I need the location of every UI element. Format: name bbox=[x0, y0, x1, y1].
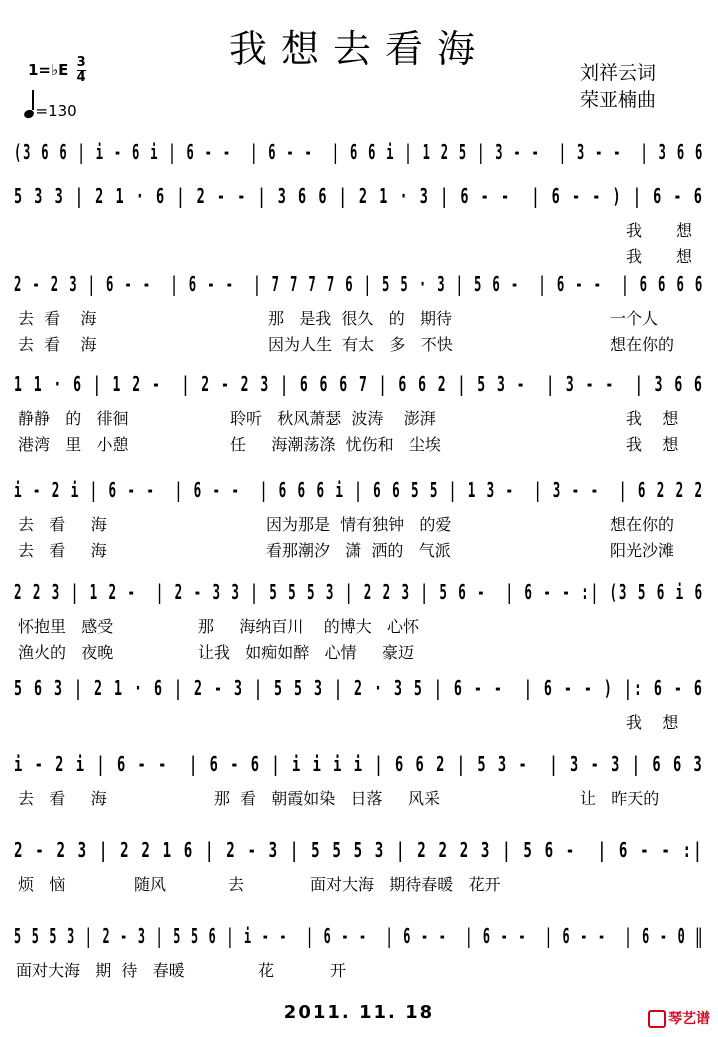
notation-line bbox=[14, 580, 704, 610]
lyricist-credit: 刘祥云词 bbox=[580, 62, 657, 84]
notation-line bbox=[14, 752, 704, 782]
lyric-text: 让 昨天的 bbox=[580, 789, 660, 808]
lyric-text: 开 bbox=[330, 961, 347, 980]
watermark-logo bbox=[648, 1008, 710, 1028]
lyric-text: 我 bbox=[626, 247, 643, 266]
lyric-text: 因为那是 情有独钟 的爱 bbox=[266, 515, 452, 534]
tempo-value: =130 bbox=[35, 102, 77, 120]
lyrics-verse-1 bbox=[14, 710, 704, 732]
lyrics-verse-2 bbox=[14, 432, 704, 454]
lyric-text: 我 bbox=[626, 221, 643, 240]
watermark-text: 琴艺谱 bbox=[668, 1011, 710, 1027]
composer-credit: 荣亚楠曲 bbox=[580, 89, 657, 111]
credits bbox=[580, 60, 656, 114]
notation-line bbox=[14, 272, 704, 302]
lyric-text: 静静 的 徘徊 bbox=[18, 409, 129, 428]
lyric-text: 阳光沙滩 bbox=[610, 541, 675, 560]
jianpu-notes: 5 5 5 3 | 2 - 3 | 5 5 6 | i - - | 6 - - | 6 - - | 6 - - | 6 - - | 6 - 0 ‖ bbox=[14, 924, 705, 948]
lyric-text: 我 想 bbox=[626, 713, 679, 732]
jianpu-notes: i - 2 i | 6 - - | 6 - - | 6 6 6 i | 6 6 5 5 | 1 3 - | 3 - - | 6 2 2 2 bbox=[14, 478, 704, 502]
lyrics-verse-2 bbox=[14, 640, 704, 662]
jianpu-notes: 5 6 3 | 2 1 · 6 | 2 - 3 | 5 5 3 | 2 · 3 5 | 6 - - | 6 - - ) |: 6 - 6 bbox=[14, 676, 704, 700]
lyric-text: 任 海潮荡涤 忧伤和 尘埃 bbox=[230, 435, 441, 454]
notation-line bbox=[14, 140, 704, 170]
lyric-text: 怀抱里 感受 bbox=[18, 617, 114, 636]
lyric-text: 我 想 bbox=[626, 409, 679, 428]
key-signature bbox=[28, 56, 86, 85]
notation-line bbox=[14, 676, 704, 706]
lyric-text: 聆听 秋风萧瑟 波涛 澎湃 bbox=[230, 409, 436, 428]
lyric-text: 去 看 海 bbox=[18, 789, 107, 808]
lyric-text: 想在你的 bbox=[610, 515, 675, 534]
lyric-text: 想 bbox=[676, 221, 693, 240]
lyrics-verse-1 bbox=[14, 512, 704, 534]
lyrics-verse-2 bbox=[14, 244, 704, 266]
lyric-text: 去 看 海 bbox=[18, 309, 97, 328]
lyric-text: 烦 恼 bbox=[18, 875, 66, 894]
lyric-text: 去 bbox=[228, 875, 245, 894]
song-title: 我想去看海 bbox=[228, 27, 489, 71]
time-numerator: 3 bbox=[76, 55, 86, 70]
lyrics-verse-1 bbox=[14, 406, 704, 428]
jianpu-notes: (3 6 6 | i - 6 i | 6 - - | 6 - - | 6 6 i | 1 2 5 | 3 - - | 3 - - | 3 6 6 bbox=[14, 140, 705, 164]
notation-line bbox=[14, 924, 704, 954]
score-date: 2011. 11. 18 bbox=[283, 1002, 435, 1023]
lyrics-verse-1 bbox=[14, 958, 704, 980]
lyric-text: 让我 如痴如醉 心情 豪迈 bbox=[198, 643, 414, 662]
lyrics-verse-1 bbox=[14, 872, 704, 894]
jianpu-notes: 2 - 2 3 | 2 2 1 6 | 2 - 3 | 5 5 5 3 | 2 2 2 3 | 5 6 - | 6 - - :| bbox=[14, 838, 704, 862]
lyric-text: 看 朝霞如染 日落 风采 bbox=[240, 789, 440, 808]
notation-line bbox=[14, 184, 704, 214]
lyrics-verse-1 bbox=[14, 306, 704, 328]
jianpu-notes: i - 2 i | 6 - - | 6 - 6 | i i i i | 6 6 2 | 5 3 - | 3 - 3 | 6 6 3 bbox=[14, 752, 704, 776]
lyric-text: 一个人 bbox=[610, 309, 659, 328]
lyrics-verse-1 bbox=[14, 218, 704, 240]
lyric-text: 面对大海 期 待 春暖 bbox=[16, 961, 185, 980]
lyric-text: 我 想 bbox=[626, 435, 679, 454]
lyrics-verse-2 bbox=[14, 332, 704, 354]
lyrics-verse-1 bbox=[14, 614, 704, 636]
lyric-text: 去 看 海 bbox=[18, 515, 107, 534]
jianpu-notes: 1 1 · 6 | 1 2 - | 2 - 2 3 | 6 6 6 7 | 6 6 2 | 5 3 - | 3 - - | 3 6 6 bbox=[14, 372, 704, 396]
lyric-text: 花 bbox=[258, 961, 275, 980]
lyrics-verse-1 bbox=[14, 786, 704, 808]
notation-line bbox=[14, 372, 704, 402]
tempo-marking bbox=[24, 96, 77, 120]
lyric-text: 渔火的 夜晚 bbox=[18, 643, 114, 662]
lyric-text: 那 海纳百川 的博大 心怀 bbox=[198, 617, 420, 636]
lyric-text: 那 bbox=[214, 789, 231, 808]
lyric-text: 港湾 里 小憩 bbox=[18, 435, 129, 454]
lyric-text: 去 看 海 bbox=[18, 335, 97, 354]
lyric-text: 想在你的 bbox=[610, 335, 675, 354]
quarter-note-icon bbox=[23, 109, 35, 120]
key-label: 1=♭E bbox=[28, 61, 69, 79]
lyric-text: 随风 bbox=[134, 875, 167, 894]
lyric-text: 面对大海 期待春暖 花开 bbox=[310, 875, 501, 894]
logo-icon bbox=[648, 1010, 666, 1028]
note-stem-icon bbox=[32, 90, 34, 110]
notation-line bbox=[14, 478, 704, 508]
lyric-text: 看那潮汐 潇 洒的 气派 bbox=[266, 541, 451, 560]
lyric-text: 去 看 海 bbox=[18, 541, 107, 560]
time-denominator: 4 bbox=[76, 70, 86, 85]
lyric-text: 因为人生 有太 多 不快 bbox=[268, 335, 453, 354]
notation-line bbox=[14, 838, 704, 868]
jianpu-notes: 5 3 3 | 2 1 · 6 | 2 - - | 3 6 6 | 2 1 · 3 | 6 - - | 6 - - ) | 6 - 6 bbox=[14, 184, 704, 208]
jianpu-notes: 2 2 3 | 1 2 - | 2 - 3 3 | 5 5 5 3 | 2 2 3 | 5 6 - | 6 - - :| (3 5 6 i 6 bbox=[14, 580, 704, 604]
lyrics-verse-2 bbox=[14, 538, 704, 560]
time-signature bbox=[77, 56, 86, 85]
lyric-text: 想 bbox=[676, 247, 693, 266]
jianpu-notes: 2 - 2 3 | 6 - - | 6 - - | 7 7 7 7 6 | 5 5 · 3 | 5 6 - | 6 - - | 6 6 6 6 bbox=[14, 272, 705, 296]
lyric-text: 那 是我 很久 的 期待 bbox=[268, 309, 452, 328]
